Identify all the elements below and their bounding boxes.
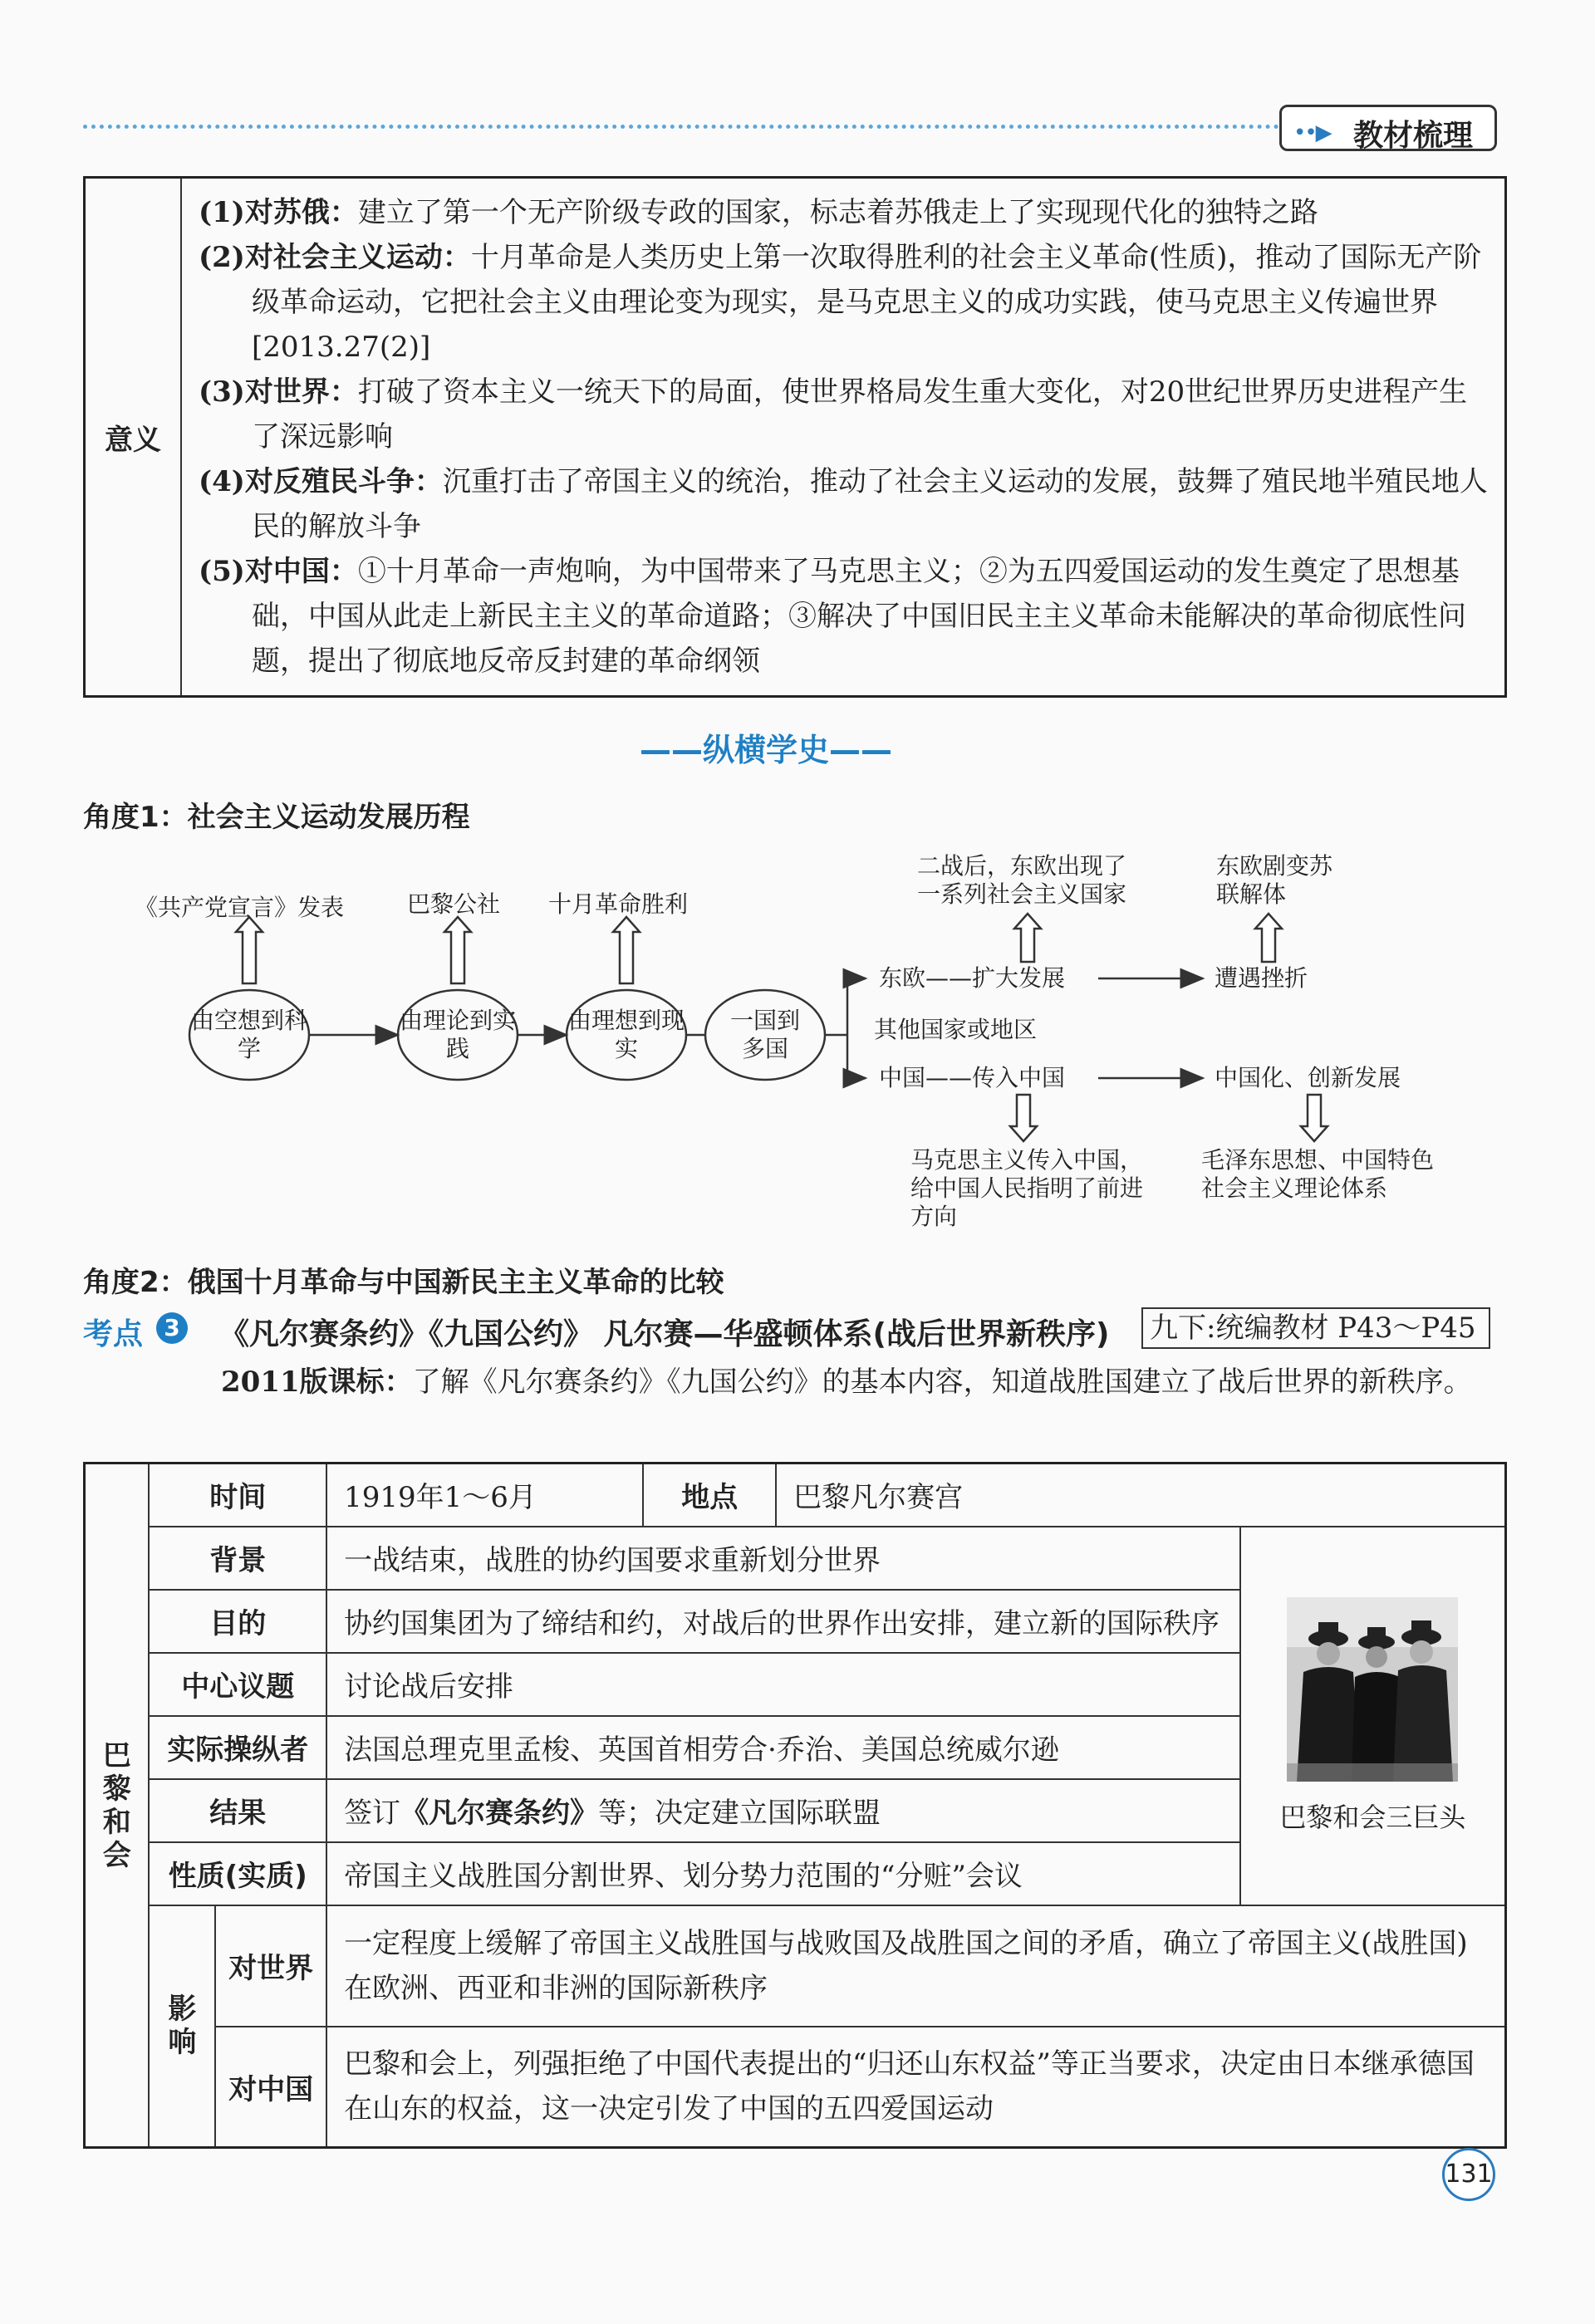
place-value: 巴黎凡尔赛宫 — [776, 1464, 1505, 1527]
curriculum-standard: 2011版课标：了解《凡尔赛条约》《九国公约》的基本内容，知道战胜国建立了战后世界的新秩序。 — [221, 1365, 1472, 1399]
significance-content — [181, 178, 1506, 697]
event-october-revolution: 十月革命胜利 — [548, 890, 689, 918]
impact-world-label: 对世界 — [215, 1905, 326, 2027]
place-label: 地点 — [643, 1464, 776, 1527]
section-badge — [1279, 105, 1497, 151]
time-value: 1919年1～6月 — [326, 1464, 643, 1527]
row-label: 结果 — [149, 1779, 326, 1842]
east-europe-top: 二战后，东欧出现了一系列社会主义国家 — [917, 852, 1127, 908]
section-badge-title: 教材梳理 — [1353, 119, 1474, 153]
setback: 遭遇挫折 — [1215, 964, 1308, 992]
section-title: ——纵横学史—— — [640, 732, 893, 768]
kaodian-title: 《凡尔赛条约》《九国公约》 凡尔赛—华盛顿体系(战后世界新秩序) — [219, 1317, 1110, 1351]
significance-item: (1)对苏俄：建立了第一个无产阶级专政的国家，标志着苏俄走上了实现现代化的独特之路 — [199, 196, 1318, 229]
china-dev-bottom-text: 毛泽东思想、中国特色社会主义理论体系 — [1201, 1146, 1435, 1202]
significance-item: (3)对世界：打破了资本主义一统天下的局面，使世界格局发生重大变化，对20世纪世界历史进程产生了深远影响 — [199, 375, 1468, 454]
other-countries: 其他国家或地区 — [874, 1016, 1038, 1043]
event-manifesto: 《共产党宣言》发表 — [135, 894, 345, 921]
side-label: 巴黎和会 — [85, 1464, 150, 2148]
node-theory-to-practice: 由理论到实践 — [399, 1007, 516, 1062]
row-label: 实际操纵者 — [149, 1716, 326, 1779]
significance-item: (4)对反殖民斗争：沉重打击了帝国主义的统治，推动了社会主义运动的发展，鼓舞了殖民地半殖民地人民的解放斗争 — [199, 465, 1488, 543]
significance-item: (2)对社会主义运动：十月革命是人类历史上第一次取得胜利的社会主义革命(性质)，推动了国际无产阶级革命运动，它把社会主义由理论变为现实，是马克思主义的成功实践，使马克思主义传遍世界[2013.27(2)] — [199, 241, 1482, 364]
row-label: 性质(实质) — [149, 1842, 326, 1905]
china-introduced: 中国——传入中国 — [879, 1064, 1066, 1091]
node-one-to-many: 一国到多国 — [729, 1007, 800, 1062]
row-label: 背景 — [149, 1527, 326, 1590]
paris-conference-table — [83, 1462, 1507, 2149]
page-number: 131 — [1442, 2148, 1495, 2201]
east-europe-expand: 东欧——扩大发展 — [879, 964, 1066, 992]
node-utopia-to-science: 由空想到科学 — [190, 1007, 307, 1062]
event-paris-commune: 巴黎公社 — [407, 890, 501, 918]
row-value: 协约国集团为了缔结和约，对战后的世界作出安排，建立新的国际秩序 — [326, 1590, 1240, 1653]
row-label: 中心议题 — [149, 1653, 326, 1716]
china-bottom-text: 马克思主义传入中国，给中国人民指明了前进方向 — [910, 1146, 1144, 1230]
significance-label: 意义 — [85, 178, 182, 697]
impact-label: 影响 — [149, 1905, 215, 2148]
row-value: 帝国主义战胜国分割世界、划分势力范围的“分赃”会议 — [326, 1842, 1240, 1905]
impact-china-label: 对中国 — [215, 2027, 326, 2148]
significance-item: (5)对中国：①十月革命一声炮响，为中国带来了马克思主义；②为五四爱国运动的发生奠定了思想基础，中国从此走上新民主主义的革命道路；③解决了中国旧民主主义革命未能解决的革命彻底性问题，提出了彻底地反帝反封建的革命纲领 — [199, 555, 1466, 678]
textbook-reference: 九下:统编教材 P43～P45 — [1141, 1307, 1490, 1349]
three-leaders-photo — [1287, 1597, 1458, 1782]
row-value: 讨论战后安排 — [326, 1653, 1240, 1716]
time-label: 时间 — [149, 1464, 326, 1527]
photo-cell — [1240, 1527, 1506, 1905]
impact-world-value: 一定程度上缓解了帝国主义战胜国与战败国及战胜国之间的矛盾，确立了帝国主义(战胜国)在欧洲、西亚和非洲的国际新秩序 — [326, 1905, 1505, 2027]
setback-top: 东欧剧变苏联解体 — [1216, 852, 1333, 908]
kaodian-number: 3 — [156, 1312, 188, 1344]
row-value: 签订《凡尔赛条约》等；决定建立国际联盟 — [326, 1779, 1240, 1842]
photo-caption: 巴黎和会三巨头 — [1279, 1801, 1466, 1833]
angle-2-heading: 角度2：俄国十月革命与中国新民主主义革命的比较 — [83, 1266, 724, 1299]
header-dotted-line — [83, 125, 1279, 129]
arrow-icon: ••▶ — [1293, 120, 1331, 145]
row-value: 法国总理克里孟梭、英国首相劳合·乔治、美国总统威尔逊 — [326, 1716, 1240, 1779]
node-ideal-to-reality: 由理想到现实 — [567, 1007, 685, 1062]
significance-table — [83, 176, 1507, 698]
angle-1-heading: 角度1：社会主义运动发展历程 — [83, 801, 470, 834]
impact-china-value: 巴黎和会上，列强拒绝了中国代表提出的“归还山东权益”等正当要求，决定由日本继承德国在山东的权益，这一决定引发了中国的五四爱国运动 — [326, 2027, 1505, 2148]
row-label: 目的 — [149, 1590, 326, 1653]
row-value: 一战结束，战胜的协约国要求重新划分世界 — [326, 1527, 1240, 1590]
kaodian-label: 考点 — [83, 1317, 144, 1351]
china-development: 中国化、创新发展 — [1215, 1064, 1401, 1091]
